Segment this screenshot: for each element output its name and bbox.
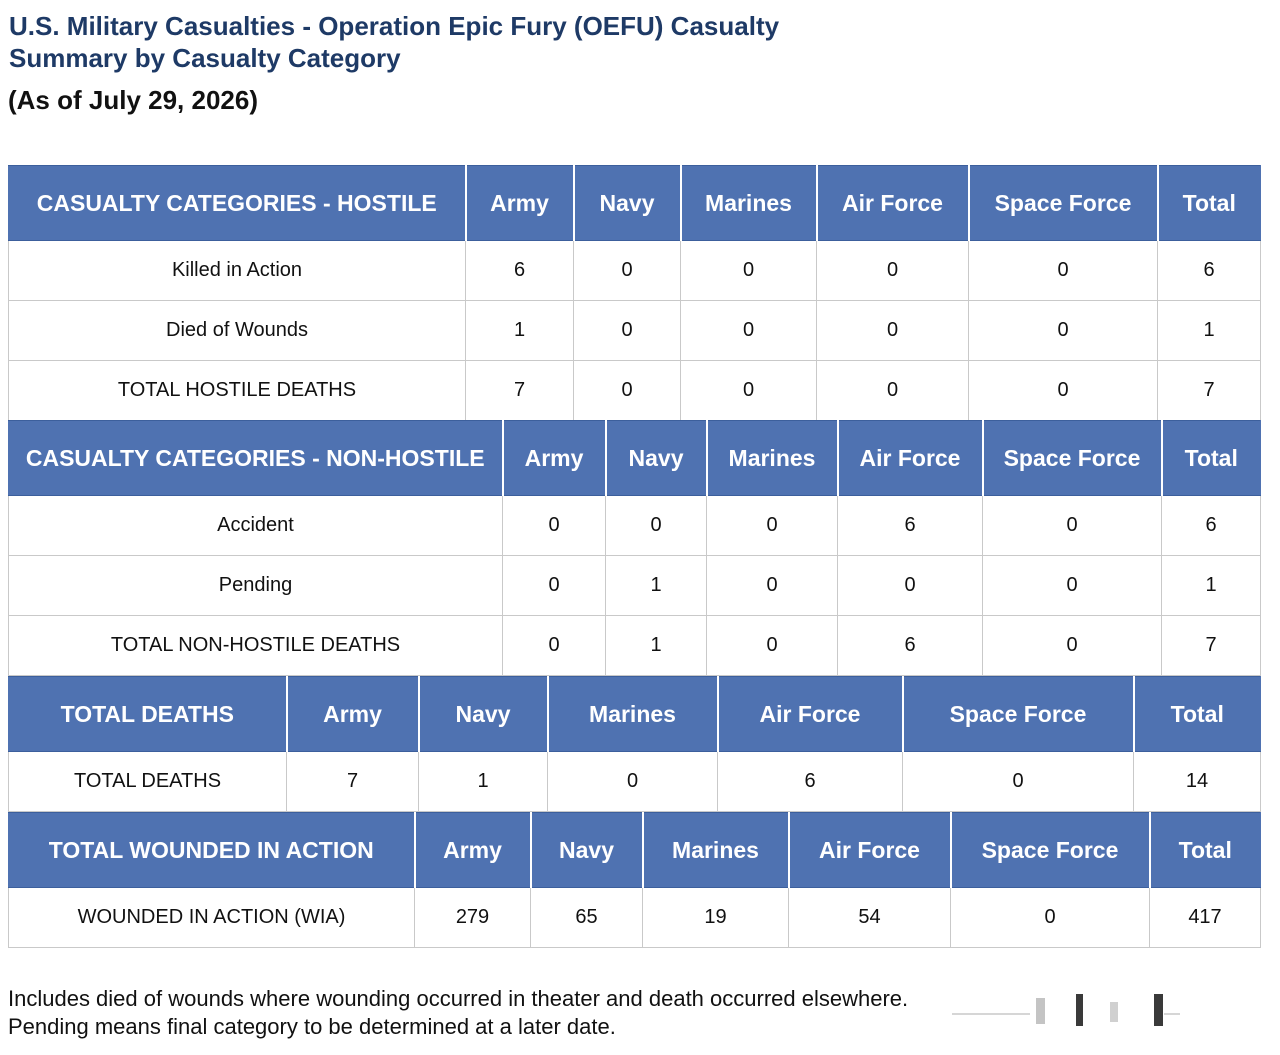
cell-navy: 0: [574, 361, 681, 421]
wounded-category-header: TOTAL WOUNDED IN ACTION: [9, 813, 415, 888]
table-row: [9, 888, 1261, 948]
cell-total: 1: [1162, 556, 1261, 616]
total-deaths-header-row: [9, 677, 1261, 752]
cell-air-force: 6: [718, 752, 903, 812]
cell-army: 0: [503, 496, 606, 556]
row-label: WOUNDED IN ACTION (WIA): [9, 888, 415, 948]
cell-air-force: 54: [789, 888, 951, 948]
non-hostile-category-header: CASUALTY CATEGORIES - NON-HOSTILE: [9, 421, 503, 496]
cell-space-force: 0: [951, 888, 1150, 948]
cell-space-force: 0: [983, 616, 1162, 676]
row-label: Accident: [9, 496, 503, 556]
cell-navy: 0: [574, 301, 681, 361]
cell-army: 0: [503, 556, 606, 616]
column-header-space-force: Space Force: [969, 166, 1158, 241]
table-row: [9, 241, 1261, 301]
row-label: Died of Wounds: [9, 301, 466, 361]
hostile-table: [8, 165, 1261, 421]
cell-space-force: 0: [983, 496, 1162, 556]
row-label: TOTAL NON-HOSTILE DEATHS: [9, 616, 503, 676]
as-of-date: (As of July 29, 2026): [8, 85, 258, 115]
hostile-header-row: [9, 166, 1261, 241]
column-header-air-force: Air Force: [838, 421, 983, 496]
column-header-marines: Marines: [548, 677, 718, 752]
cell-army: 6: [466, 241, 574, 301]
cell-total: 417: [1150, 888, 1261, 948]
cell-navy: 1: [606, 616, 707, 676]
cell-air-force: 0: [817, 241, 969, 301]
cell-air-force: 6: [838, 616, 983, 676]
cell-space-force: 0: [969, 301, 1158, 361]
row-label: Killed in Action: [9, 241, 466, 301]
column-header-air-force: Air Force: [718, 677, 903, 752]
cell-air-force: 0: [838, 556, 983, 616]
column-header-marines: Marines: [707, 421, 838, 496]
column-header-total: Total: [1158, 166, 1261, 241]
cell-space-force: 0: [983, 556, 1162, 616]
table-row: [9, 556, 1261, 616]
cell-marines: 0: [707, 616, 838, 676]
column-header-army: Army: [466, 166, 574, 241]
cell-marines: 0: [707, 496, 838, 556]
total-deaths-table: [8, 676, 1261, 812]
column-header-total: Total: [1134, 677, 1261, 752]
cell-army: 279: [415, 888, 531, 948]
cell-air-force: 0: [817, 361, 969, 421]
total-deaths-category-header: TOTAL DEATHS: [9, 677, 287, 752]
cell-space-force: 0: [969, 361, 1158, 421]
cell-total: 1: [1158, 301, 1261, 361]
column-header-space-force: Space Force: [951, 813, 1150, 888]
column-header-space-force: Space Force: [903, 677, 1134, 752]
column-header-air-force: Air Force: [789, 813, 951, 888]
cell-marines: 0: [681, 241, 817, 301]
cell-army: 7: [466, 361, 574, 421]
cell-total: 6: [1162, 496, 1261, 556]
cell-total: 7: [1162, 616, 1261, 676]
cell-space-force: 0: [969, 241, 1158, 301]
cell-navy: 1: [606, 556, 707, 616]
cell-navy: 0: [574, 241, 681, 301]
cell-total: 7: [1158, 361, 1261, 421]
column-header-navy: Navy: [606, 421, 707, 496]
footnotes: [8, 985, 908, 1041]
cell-army: 7: [287, 752, 419, 812]
column-header-air-force: Air Force: [817, 166, 969, 241]
table-row: [9, 616, 1261, 676]
column-header-army: Army: [287, 677, 419, 752]
column-header-army: Army: [415, 813, 531, 888]
column-header-total: Total: [1150, 813, 1261, 888]
watermark-logo-icon: [950, 990, 1180, 1030]
cell-marines: 0: [548, 752, 718, 812]
hostile-category-header: CASUALTY CATEGORIES - HOSTILE: [9, 166, 466, 241]
column-header-navy: Navy: [574, 166, 681, 241]
column-header-marines: Marines: [643, 813, 789, 888]
cell-army: 1: [466, 301, 574, 361]
column-header-space-force: Space Force: [983, 421, 1162, 496]
column-header-total: Total: [1162, 421, 1261, 496]
table-row: [9, 496, 1261, 556]
row-label: TOTAL HOSTILE DEATHS: [9, 361, 466, 421]
column-header-navy: Navy: [419, 677, 548, 752]
non-hostile-header-row: [9, 421, 1261, 496]
footnote-pending: Pending means final category to be determined at a later date.: [8, 1014, 616, 1039]
cell-air-force: 6: [838, 496, 983, 556]
wounded-header-row: [9, 813, 1261, 888]
non-hostile-table: [8, 420, 1261, 676]
table-row: [9, 752, 1261, 812]
cell-marines: 0: [681, 361, 817, 421]
row-label: TOTAL DEATHS: [9, 752, 287, 812]
page-title: U.S. Military Casualties - Operation Epic Fury (OEFU) Casualty Summary by Casualty Category: [9, 11, 780, 73]
cell-space-force: 0: [903, 752, 1134, 812]
table-row: [9, 361, 1261, 421]
cell-navy: 1: [419, 752, 548, 812]
cell-marines: 19: [643, 888, 789, 948]
cell-marines: 0: [681, 301, 817, 361]
cell-marines: 0: [707, 556, 838, 616]
cell-air-force: 0: [817, 301, 969, 361]
cell-navy: 0: [606, 496, 707, 556]
cell-navy: 65: [531, 888, 643, 948]
footnote-died-of-wounds: Includes died of wounds where wounding occurred in theater and death occurred elsewhere.: [8, 986, 909, 1011]
wounded-table: [8, 812, 1261, 948]
table-row: [9, 301, 1261, 361]
cell-total: 6: [1158, 241, 1261, 301]
row-label: Pending: [9, 556, 503, 616]
column-header-navy: Navy: [531, 813, 643, 888]
column-header-marines: Marines: [681, 166, 817, 241]
cell-army: 0: [503, 616, 606, 676]
column-header-army: Army: [503, 421, 606, 496]
cell-total: 14: [1134, 752, 1261, 812]
